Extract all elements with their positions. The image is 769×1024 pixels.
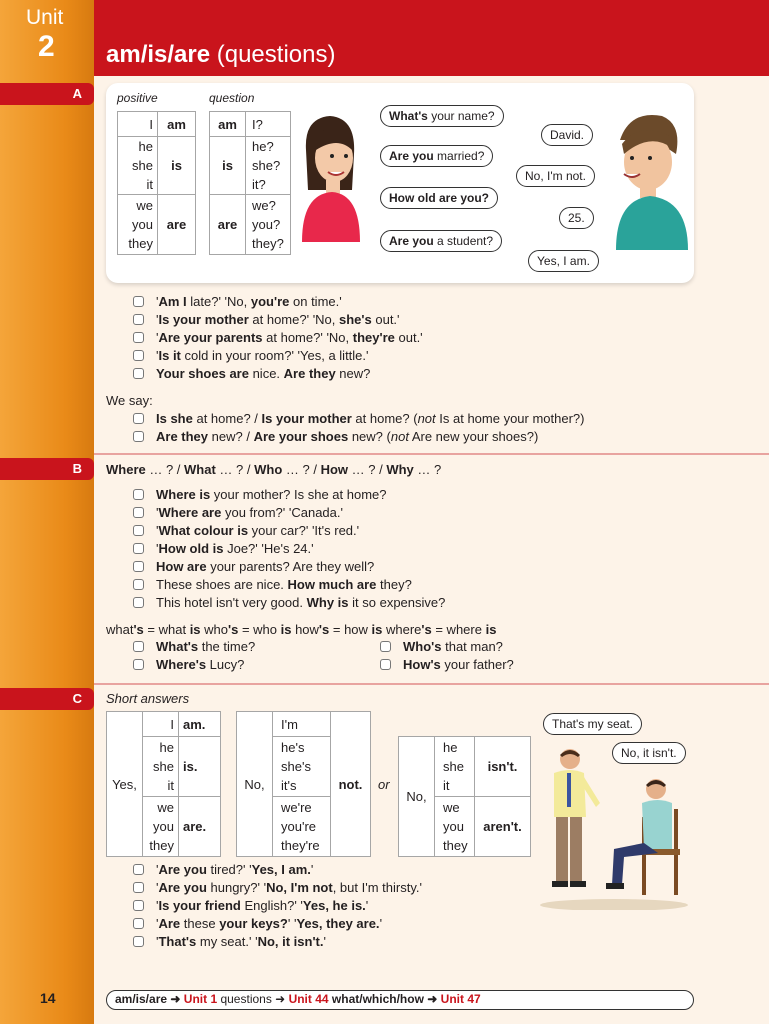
unit-link[interactable]: Unit 44 — [288, 992, 329, 1006]
section-tab-b: B — [0, 458, 94, 480]
neg-subject-we-you-they: we you they — [435, 797, 475, 857]
text-segment: Are — [158, 916, 181, 931]
yes-verb-am: am. — [179, 712, 221, 737]
text-segment: ' — [156, 916, 159, 931]
footer-text: questions ➜ — [217, 992, 289, 1006]
checkbox-icon[interactable] — [380, 659, 391, 670]
text-segment: Where is — [156, 487, 211, 502]
text-segment: what — [106, 622, 134, 637]
text-segment: they're — [352, 330, 395, 345]
bubble-david: David. — [541, 124, 593, 146]
text-segment: that man? — [441, 639, 503, 654]
text-segment: ' — [156, 934, 159, 949]
example-sentence — [133, 486, 387, 504]
checkbox-icon[interactable] — [133, 543, 144, 554]
text-segment: you're — [250, 294, 290, 309]
checkbox-icon[interactable] — [133, 918, 144, 929]
pos-subject-he-she-it: he she it — [118, 137, 158, 195]
bubble-thats-my-seat: That's my seat. — [543, 713, 642, 735]
text-segment: Yes, he is. — [302, 898, 366, 913]
checkbox-icon[interactable] — [133, 882, 144, 893]
text-segment: This hotel isn't very good. — [156, 595, 307, 610]
text-segment: Is your friend — [158, 898, 241, 913]
checkbox-icon[interactable] — [133, 507, 144, 518]
pos-verb-are: are — [158, 195, 196, 255]
text-segment: new? ( — [348, 429, 391, 444]
text-segment: … ? / — [145, 462, 185, 477]
example-sentence — [133, 365, 370, 383]
text-segment: on time.' — [289, 294, 342, 309]
text-segment: ' — [156, 523, 159, 538]
text-segment: How old is — [158, 541, 224, 556]
footer-text: ➜ — [167, 992, 184, 1006]
text-segment: Are new your shoes?) — [408, 429, 539, 444]
divider-b-c — [94, 683, 769, 685]
section-tab-c: C — [0, 688, 94, 710]
footer-text: am/is/are — [115, 992, 168, 1006]
short-answer-example — [133, 861, 313, 879]
text-segment: ' — [323, 934, 326, 949]
text-segment: ' — [156, 348, 159, 363]
text-segment: ' — [156, 898, 159, 913]
unit-link[interactable]: Unit 1 — [183, 992, 218, 1006]
section-tab-a: A — [0, 83, 94, 105]
pos-verb-am: am — [158, 112, 196, 137]
short-answer-example — [133, 897, 368, 915]
cross-reference-bar — [106, 990, 694, 1010]
contraction-example — [380, 656, 514, 674]
question-label: question — [209, 91, 255, 105]
short-answers-heading: Short answers — [106, 691, 190, 706]
divider-a-b — [94, 453, 769, 455]
text-segment: That's — [158, 934, 197, 949]
text-segment: your mother? Is she at home? — [210, 487, 387, 502]
page-number: 14 — [40, 990, 56, 1006]
checkbox-icon[interactable] — [133, 597, 144, 608]
text-segment: ' — [156, 294, 159, 309]
text-segment: your keys? — [219, 916, 288, 931]
text-segment: ' — [156, 880, 159, 895]
text-segment: Your shoes are — [156, 366, 249, 381]
text-segment: not — [390, 429, 409, 444]
text-segment: How are — [156, 559, 207, 574]
pos-verb-is: is — [158, 137, 196, 195]
text-segment: Is she — [156, 411, 193, 426]
neg-verb-isnt: isn't. — [475, 737, 531, 797]
example-sentence — [133, 311, 400, 329]
text-segment: These shoes are nice. — [156, 577, 288, 592]
positive-table — [117, 111, 196, 255]
page-title: am/is/are (questions) — [106, 41, 336, 68]
section-b-heading — [106, 461, 441, 479]
example-sentence — [133, 540, 314, 558]
checkbox-icon[interactable] — [133, 332, 144, 343]
text-segment: Is your mother — [261, 411, 352, 426]
text-segment: your parents? Are they well? — [206, 559, 375, 574]
text-segment: … ? / — [348, 462, 387, 477]
example-sentence — [133, 558, 374, 576]
q-subject-he-she-it: he? she? it? — [246, 137, 291, 195]
text-segment: your car?' 'It's red.' — [248, 523, 360, 538]
pos-subject-we-you-they: we you they — [118, 195, 158, 255]
text-segment: hungry?' ' — [206, 880, 267, 895]
q-subject-we-you-they: we? you? they? — [246, 195, 291, 255]
text-segment: 's — [228, 622, 239, 637]
text-segment: at home?' 'No, — [248, 312, 340, 327]
text-segment: out.' — [371, 312, 400, 327]
we-say-label: We say: — [106, 393, 153, 408]
text-segment: … ? — [413, 462, 442, 477]
example-sentence — [133, 293, 342, 311]
bubble-no-it-isnt: No, it isn't. — [612, 742, 686, 764]
text-segment: where — [382, 622, 422, 637]
we-say-sentence — [133, 410, 585, 428]
text-segment: = who — [238, 622, 281, 637]
text-segment: Are you — [158, 880, 207, 895]
text-segment: new? — [335, 366, 371, 381]
example-sentence — [133, 576, 412, 594]
text-segment: these — [180, 916, 220, 931]
seat-scene-illustration — [538, 745, 690, 910]
short-answer-example — [133, 915, 382, 933]
bubble-are-you-married: Are you married? — [380, 145, 493, 167]
example-sentence — [133, 522, 359, 540]
short-answer-example — [133, 933, 326, 951]
unit-number: 2 — [38, 30, 55, 63]
no-label: No, — [237, 712, 273, 857]
text-segment: = where — [431, 622, 486, 637]
text-segment: at home?' 'No, — [262, 330, 353, 345]
text-segment: Where — [106, 462, 146, 477]
text-segment: How much are — [287, 577, 377, 592]
yes-verb-is: is. — [179, 737, 221, 797]
text-segment: Am I — [158, 294, 187, 309]
text-segment: at home? / — [192, 411, 262, 426]
text-segment: they? — [376, 577, 412, 592]
text-segment: is — [189, 622, 201, 637]
sidebar — [0, 0, 94, 1024]
text-segment: Are your parents — [158, 330, 263, 345]
text-segment: ' — [310, 862, 314, 877]
checkbox-icon[interactable] — [133, 936, 144, 947]
checkbox-icon[interactable] — [133, 659, 144, 670]
yes-subject-i: I — [143, 712, 179, 737]
checkbox-icon[interactable] — [133, 368, 144, 379]
short-answer-yes-table — [106, 711, 221, 857]
text-segment: English?' ' — [240, 898, 303, 913]
text-segment: , but I'm thirsty.' — [332, 880, 422, 895]
short-answer-no-table — [236, 711, 371, 857]
text-segment: Yes, I am. — [251, 862, 311, 877]
contractions-line — [106, 621, 496, 639]
text-segment: ' — [379, 916, 383, 931]
checkbox-icon[interactable] — [133, 350, 144, 361]
example-sentence — [133, 347, 369, 365]
text-segment: Are they — [156, 429, 209, 444]
text-segment: Where's — [156, 657, 207, 672]
neg-subject-he-she-it: he she it — [435, 737, 475, 797]
bubble-whats-your-name: What's your name? — [380, 105, 504, 127]
bubble-how-old: How old are you? — [380, 187, 498, 209]
text-segment: my seat.' ' — [196, 934, 258, 949]
checkbox-icon[interactable] — [133, 900, 144, 911]
checkbox-icon[interactable] — [133, 641, 144, 652]
text-segment: tired?' ' — [206, 862, 252, 877]
text-segment: Are your shoes — [253, 429, 349, 444]
bubble-yes-i-am: Yes, I am. — [528, 250, 599, 272]
text-segment: nice. — [248, 366, 284, 381]
footer-text: ➜ — [423, 992, 441, 1006]
text-segment: 's — [421, 622, 432, 637]
text-segment: Why — [386, 462, 414, 477]
question-table — [209, 111, 291, 255]
positive-label: positive — [117, 91, 158, 105]
checkbox-icon[interactable] — [133, 525, 144, 536]
text-segment: Is it — [158, 348, 181, 363]
example-sentence — [133, 329, 423, 347]
text-segment: No, it isn't. — [257, 934, 324, 949]
yes-subject-we-you-they: we you they — [143, 797, 179, 857]
text-segment: ' — [156, 312, 159, 327]
text-segment: What colour is — [158, 523, 249, 538]
example-sentence — [133, 594, 445, 612]
short-answer-example — [133, 879, 422, 897]
text-segment: Why is — [306, 595, 349, 610]
text-segment: Is your mother — [158, 312, 249, 327]
bubble-25: 25. — [559, 207, 594, 229]
checkbox-icon[interactable] — [133, 489, 144, 500]
no-label-2: No, — [399, 737, 435, 857]
text-segment: is — [280, 622, 292, 637]
checkbox-icon[interactable] — [133, 413, 144, 424]
text-segment: Lucy? — [206, 657, 245, 672]
text-segment: Yes, they are. — [296, 916, 380, 931]
text-segment: Who's — [403, 639, 442, 654]
text-segment: at home? ( — [351, 411, 418, 426]
text-segment: new? / — [208, 429, 254, 444]
text-segment: Who — [254, 462, 283, 477]
contraction-example — [133, 656, 244, 674]
text-segment: … ? / — [282, 462, 321, 477]
q-verb-is: is — [210, 137, 246, 195]
or-label: or — [378, 777, 390, 792]
text-segment: Where are — [158, 505, 222, 520]
neg-verb-arent: aren't. — [475, 797, 531, 857]
pos-subject-i: I — [118, 112, 158, 137]
checkbox-icon[interactable] — [133, 314, 144, 325]
text-segment: it so expensive? — [348, 595, 446, 610]
text-segment: you from?' 'Canada.' — [221, 505, 343, 520]
text-segment: How's — [403, 657, 441, 672]
text-segment: ' — [156, 541, 159, 556]
text-segment: not — [417, 411, 436, 426]
text-segment: ' — [156, 505, 159, 520]
no-subject-im: I'm — [273, 712, 331, 737]
unit-link[interactable]: Unit 47 — [440, 992, 481, 1006]
example-sentence — [133, 504, 343, 522]
bubble-are-you-student: Are you a student? — [380, 230, 502, 252]
text-segment: … ? / — [215, 462, 255, 477]
text-segment: who — [200, 622, 228, 637]
yes-label: Yes, — [107, 712, 143, 857]
no-not: not. — [331, 712, 371, 857]
text-segment: is — [371, 622, 383, 637]
text-segment: = how — [329, 622, 372, 637]
checkbox-icon[interactable] — [133, 864, 144, 875]
text-segment: Is at home your mother?) — [435, 411, 585, 426]
text-segment: she's — [339, 312, 372, 327]
checkbox-icon[interactable] — [133, 579, 144, 590]
no-subject-hes-shes-its: he's she's it's — [273, 737, 331, 797]
text-segment: How — [320, 462, 349, 477]
text-segment: What's — [156, 639, 199, 654]
text-segment: = what — [143, 622, 190, 637]
text-segment: ' — [365, 898, 369, 913]
text-segment: What — [184, 462, 216, 477]
checkbox-icon[interactable] — [380, 641, 391, 652]
text-segment: Joe?' 'He's 24.' — [223, 541, 314, 556]
unit-label: Unit — [26, 6, 64, 29]
contraction-example — [133, 638, 255, 656]
no-subject-were-youre-theyre: we're you're they're — [273, 797, 331, 857]
footer-text: what/which/how — [328, 992, 424, 1006]
text-segment: ' — [156, 862, 159, 877]
yes-verb-are: are. — [179, 797, 221, 857]
woman-illustration — [298, 110, 362, 242]
text-segment: No, I'm not — [266, 880, 333, 895]
checkbox-icon[interactable] — [133, 296, 144, 307]
text-segment: is — [485, 622, 497, 637]
text-segment: ' ' — [287, 916, 297, 931]
text-segment: the time? — [198, 639, 256, 654]
we-say-sentence — [133, 428, 538, 446]
text-segment: cold in your room?' 'Yes, a little.' — [180, 348, 369, 363]
bubble-no-im-not: No, I'm not. — [516, 165, 595, 187]
man-illustration — [610, 110, 690, 250]
text-segment: Are they — [283, 366, 336, 381]
text-segment: 's — [133, 622, 144, 637]
text-segment: ' — [156, 330, 159, 345]
text-segment: how — [291, 622, 319, 637]
short-answer-no-negative-table — [398, 736, 531, 857]
yes-subject-he-she-it: he she it — [143, 737, 179, 797]
text-segment: Are you — [158, 862, 207, 877]
q-subject-i: I? — [246, 112, 291, 137]
checkbox-icon[interactable] — [133, 431, 144, 442]
q-verb-are: are — [210, 195, 246, 255]
q-verb-am: am — [210, 112, 246, 137]
contraction-example — [380, 638, 503, 656]
text-segment: out.' — [394, 330, 423, 345]
text-segment: late?' 'No, — [186, 294, 251, 309]
checkbox-icon[interactable] — [133, 561, 144, 572]
text-segment: your father? — [440, 657, 514, 672]
text-segment: 's — [318, 622, 330, 637]
